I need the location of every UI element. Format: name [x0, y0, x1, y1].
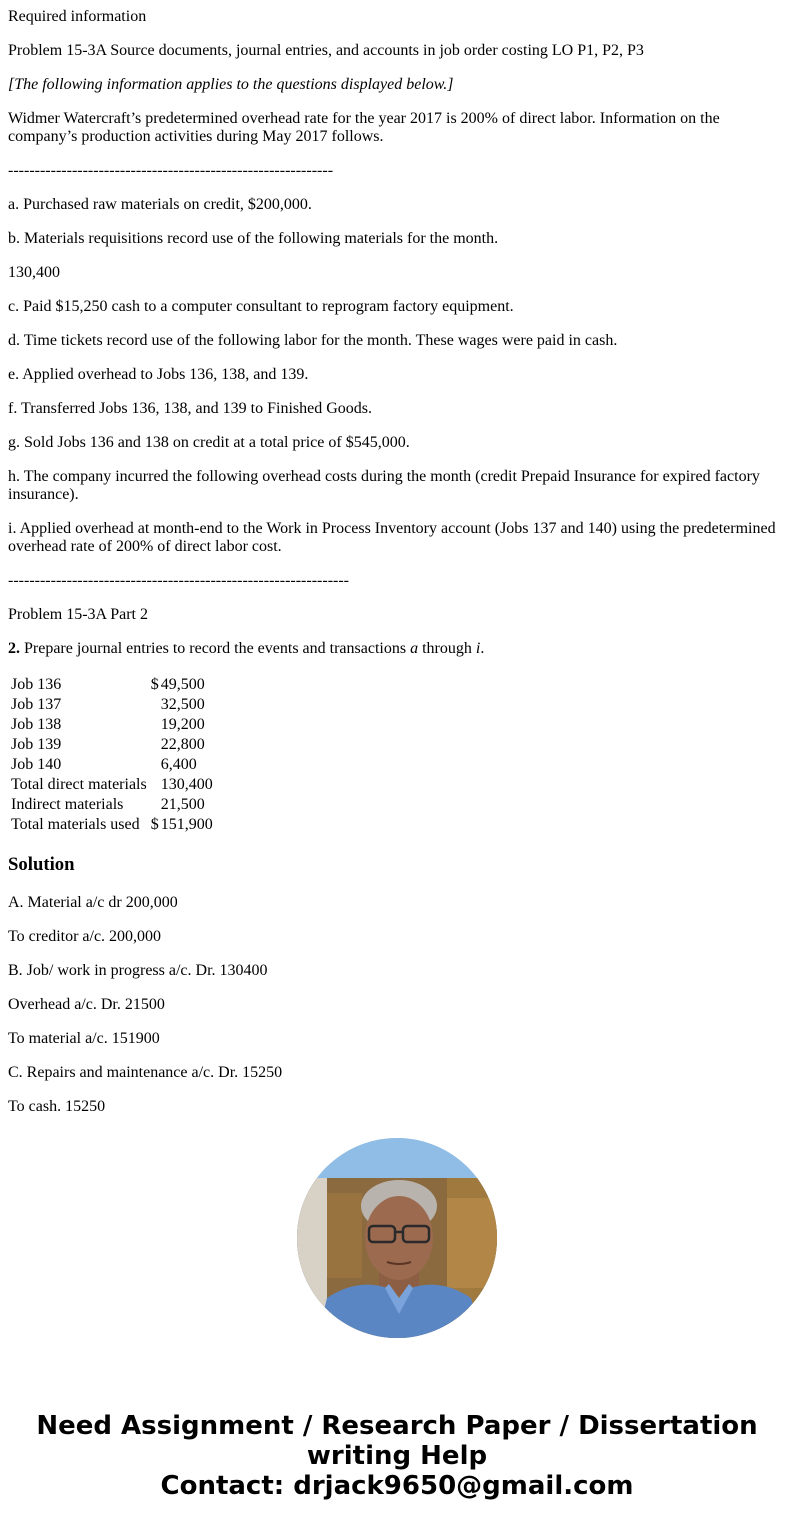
- row-label: Job 140: [11, 756, 62, 773]
- footer-contact: Contact: drjack9650@gmail.com: [160, 1471, 634, 1501]
- item-g: g. Sold Jobs 136 and 138 on credit at a total price of $545,000.: [8, 434, 410, 451]
- currency-symbol: [150, 716, 159, 734]
- question-text-pre: Prepare journal entries to record the events and transactions: [20, 640, 411, 657]
- currency-symbol: $: [150, 816, 159, 833]
- solution-line: To material a/c. 151900: [8, 1030, 160, 1047]
- row-value: 49,500: [160, 676, 205, 693]
- portrait-illustration: [297, 1138, 497, 1338]
- footer-advert: [0, 1411, 794, 1501]
- table-row: [10, 756, 214, 774]
- item-i: i. Applied overhead at month-end to the Work in Process Inventory account (Jobs 137 and 140) using the predetermined overhead rate of 200% of direct labor cost.: [8, 520, 776, 555]
- table-row: [10, 776, 214, 794]
- solution-line: A. Material a/c dr 200,000: [8, 894, 178, 911]
- currency-symbol: [150, 796, 159, 814]
- item-b-total: 130,400: [8, 264, 60, 281]
- row-label: Indirect materials: [11, 796, 124, 813]
- row-label: Job 138: [11, 716, 62, 733]
- item-h: h. The company incurred the following overhead costs during the month (credit Prepaid Insurance for expired factory insurance).: [8, 468, 760, 503]
- row-value: 130,400: [160, 776, 213, 793]
- footer-line-1: Need Assignment / Research Paper / Dissertation: [36, 1411, 758, 1441]
- row-label: Total direct materials: [11, 776, 147, 793]
- currency-symbol: [150, 756, 159, 774]
- solution-line: C. Repairs and maintenance a/c. Dr. 15250: [8, 1064, 283, 1081]
- item-a: a. Purchased raw materials on credit, $200,000.: [8, 196, 312, 213]
- author-photo-container: [8, 1138, 786, 1338]
- row-label: Total materials used: [11, 816, 140, 833]
- row-value: 151,900: [160, 816, 213, 833]
- question-text-end: .: [480, 640, 485, 657]
- currency-symbol: $: [150, 676, 159, 693]
- solution-line: B. Job/ work in progress a/c. Dr. 130400: [8, 962, 268, 979]
- table-row: [10, 696, 214, 714]
- question-text-mid: through: [418, 640, 476, 657]
- problem-title: Problem 15-3A Source documents, journal entries, and accounts in job order costing LO P1, P2, P3: [8, 42, 644, 59]
- row-value: 21,500: [160, 796, 205, 813]
- item-b: b. Materials requisitions record use of the following materials for the month.: [8, 230, 499, 247]
- table-row: [10, 676, 214, 694]
- question-letter-a: a: [410, 640, 419, 657]
- row-value: 22,800: [160, 736, 205, 753]
- part-title: Problem 15-3A Part 2: [8, 606, 148, 623]
- currency-symbol: [150, 776, 159, 794]
- item-d: d. Time tickets record use of the following labor for the month. These wages were paid in cash.: [8, 332, 618, 349]
- divider-top: -------------------------------------------------------------: [8, 162, 334, 179]
- row-label: Job 137: [11, 696, 62, 713]
- solution-line: To cash. 15250: [8, 1098, 106, 1115]
- table-row: [10, 796, 214, 814]
- row-value: 19,200: [160, 716, 205, 733]
- row-value: 6,400: [160, 756, 197, 773]
- table-row: [10, 736, 214, 754]
- currency-symbol: [150, 696, 159, 714]
- footer-line-2: writing Help: [306, 1441, 488, 1471]
- item-c: c. Paid $15,250 cash to a computer consultant to reprogram factory equipment.: [8, 298, 514, 315]
- part-question: [8, 640, 786, 658]
- table-row: [10, 716, 214, 734]
- row-label: Job 136: [11, 676, 62, 693]
- item-f: f. Transferred Jobs 136, 138, and 139 to Finished Goods.: [8, 400, 372, 417]
- question-number: 2.: [8, 640, 20, 657]
- currency-symbol: [150, 736, 159, 754]
- row-label: Job 139: [11, 736, 62, 753]
- author-photo: [297, 1138, 497, 1338]
- divider-bottom: ----------------------------------------------------------------: [8, 572, 349, 589]
- table-row: [10, 816, 214, 834]
- solution-line: Overhead a/c. Dr. 21500: [8, 996, 165, 1013]
- solution-heading: Solution: [8, 854, 75, 875]
- solution-line: To creditor a/c. 200,000: [8, 928, 162, 945]
- row-value: 32,500: [160, 696, 205, 713]
- applies-note: [The following information applies to the questions displayed below.]: [8, 76, 454, 93]
- required-info-label: Required information: [8, 8, 147, 25]
- materials-table: [8, 674, 216, 836]
- intro-paragraph: Widmer Watercraft’s predetermined overhead rate for the year 2017 is 200% of direct labor. Information on the company’s production activities during May 2017 follows.: [8, 110, 720, 145]
- question-letter-i: i: [475, 640, 481, 657]
- document-body: [0, 8, 794, 1338]
- item-e: e. Applied overhead to Jobs 136, 138, and 139.: [8, 366, 309, 383]
